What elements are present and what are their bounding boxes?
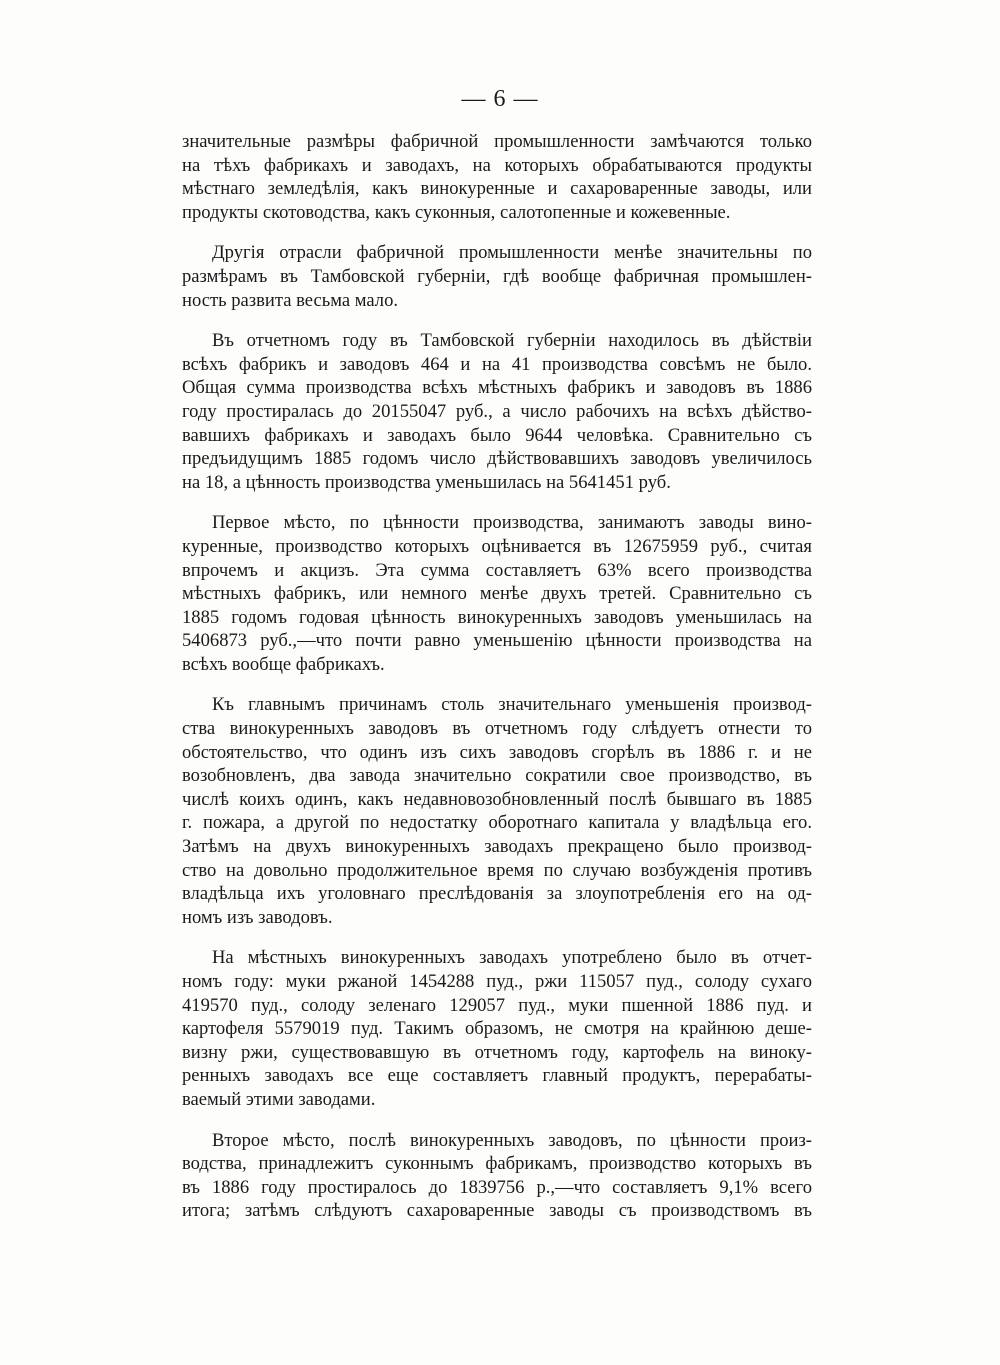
text-line: всѣхъ фабрикъ и заводовъ 464 и на 41 производства совсѣмъ не было. bbox=[182, 353, 812, 375]
text-line: возобновленъ, два завода значительно сократили свое производство, въ bbox=[182, 765, 812, 787]
text-line: Первое мѣсто, по цѣнности производства, занимаютъ заводы вино- bbox=[212, 512, 812, 534]
text-line: обстоятельство, что одинъ изъ сихъ заводовъ сгорѣлъ въ 1886 г. и не bbox=[182, 741, 812, 763]
text-line: куренные, производство которыхъ оцѣнивается въ 12675959 руб., считая bbox=[182, 535, 812, 557]
text-line: мѣстнаго земледѣлія, какъ винокуренные и сахароваренные заводы, или bbox=[182, 178, 812, 200]
text-line: Другія отрасли фабричной промышленности менѣе значительны по bbox=[212, 242, 812, 264]
paragraph-6 bbox=[182, 946, 812, 1111]
text-line: продукты скотоводства, какъ суконныя, салотопенные и кожевенные. bbox=[182, 201, 731, 223]
text-line: ства винокуренныхъ заводовъ въ отчетномъ году слѣдуетъ отнести то bbox=[182, 718, 812, 740]
text-line: на 18, а цѣнность производства уменьшилась на 5641451 руб. bbox=[182, 471, 671, 493]
text-line: въ 1886 году простиралось до 1839756 р.,—что составляетъ 9,1% всего bbox=[182, 1176, 812, 1198]
text-line: владѣльца ихъ уголовнаго преслѣдованія за злоупотребленія его на од- bbox=[182, 883, 812, 905]
paragraph-2 bbox=[182, 241, 812, 312]
text-line: водства, принадлежитъ суконнымъ фабрикамъ, производство которыхъ въ bbox=[182, 1153, 812, 1175]
text-line: ваемый этими заводами. bbox=[182, 1088, 376, 1110]
text-line: предъидущимъ 1885 годомъ число дѣйствовавшихъ заводовъ увеличилось bbox=[182, 448, 812, 470]
text-line: всѣхъ вообще фабрикахъ. bbox=[182, 653, 385, 675]
paragraph-4 bbox=[182, 511, 812, 676]
text-line: визну ржи, существовавшую въ отчетномъ году, картофель на виноку- bbox=[182, 1041, 812, 1063]
paragraph-1 bbox=[182, 130, 812, 224]
text-line: на тѣхъ фабрикахъ и заводахъ, на которыхъ обрабатываются продукты bbox=[182, 154, 812, 176]
text-line: г. пожара, а другой по недостатку оборотнаго капитала у владѣльца его. bbox=[182, 812, 812, 834]
text-line: Общая сумма производства всѣхъ мѣстныхъ фабрикъ и заводовъ въ 1886 bbox=[182, 377, 812, 399]
text-line: году простиралась до 20155047 руб., а число рабочихъ на всѣхъ дѣйство- bbox=[182, 400, 812, 422]
text-line: Второе мѣсто, послѣ винокуренныхъ заводовъ, по цѣнности произ- bbox=[212, 1129, 812, 1151]
text-line: картофеля 5579019 пуд. Такимъ образомъ, не смотря на крайнюю деше- bbox=[182, 1018, 812, 1040]
paragraph-5 bbox=[182, 693, 812, 929]
text-line: 419570 пуд., солоду зеленаго 129057 пуд., муки пшенной 1886 пуд. и bbox=[182, 994, 812, 1016]
text-line: 1885 годомъ годовая цѣнность винокуренныхъ заводовъ уменьшилась на bbox=[182, 606, 812, 628]
text-line: Затѣмъ на двухъ винокуренныхъ заводахъ прекращено было производ- bbox=[182, 836, 812, 858]
paragraph-7 bbox=[182, 1129, 812, 1223]
text-line: мѣстныхъ фабрикъ, или немного менѣе двухъ третей. Сравнительно съ bbox=[182, 583, 812, 605]
text-line: впрочемъ и акцизъ. Эта сумма составляетъ 63% всего производства bbox=[182, 559, 812, 581]
text-line: ство на довольно продолжительное время по случаю возбужденія противъ bbox=[182, 859, 812, 881]
text-line: Въ отчетномъ году въ Тамбовской губерніи находилось въ дѣйствіи bbox=[212, 330, 812, 352]
paragraph-3 bbox=[182, 329, 812, 494]
text-line: На мѣстныхъ винокуренныхъ заводахъ употреблено было въ отчет- bbox=[212, 947, 812, 969]
text-line: номъ изъ заводовъ. bbox=[182, 906, 333, 928]
text-line: ренныхъ заводахъ все еще составляетъ главный продуктъ, перерабаты- bbox=[182, 1065, 812, 1087]
text-line: размѣрамъ въ Тамбовской губерніи, гдѣ вообще фабричная промышлен- bbox=[182, 265, 812, 287]
text-line: числѣ коихъ одинъ, какъ недавновозобновленный послѣ бывшаго въ 1885 bbox=[182, 788, 812, 810]
text-line: 5406873 руб.,—что почти равно уменьшенію цѣнности производства на bbox=[182, 630, 812, 652]
text-line: значительные размѣры фабричной промышленности замѣчаются только bbox=[182, 131, 812, 152]
page-number: — 6 — bbox=[461, 86, 539, 112]
text-line: номъ году: муки ржаной 1454288 пуд., ржи 115057 пуд., солоду сухаго bbox=[182, 971, 812, 992]
text-line: ность развита весьма мало. bbox=[182, 289, 399, 311]
body-text bbox=[182, 130, 812, 1240]
text-line: Къ главнымъ причинамъ столь значительнаго уменьшенія производ- bbox=[212, 694, 812, 716]
text-line: вавшихъ фабрикахъ и заводахъ было 9644 человѣка. Сравнительно съ bbox=[182, 424, 812, 446]
text-line: итога; затѣмъ слѣдуютъ сахароваренные заводы съ производствомъ въ bbox=[182, 1200, 812, 1222]
